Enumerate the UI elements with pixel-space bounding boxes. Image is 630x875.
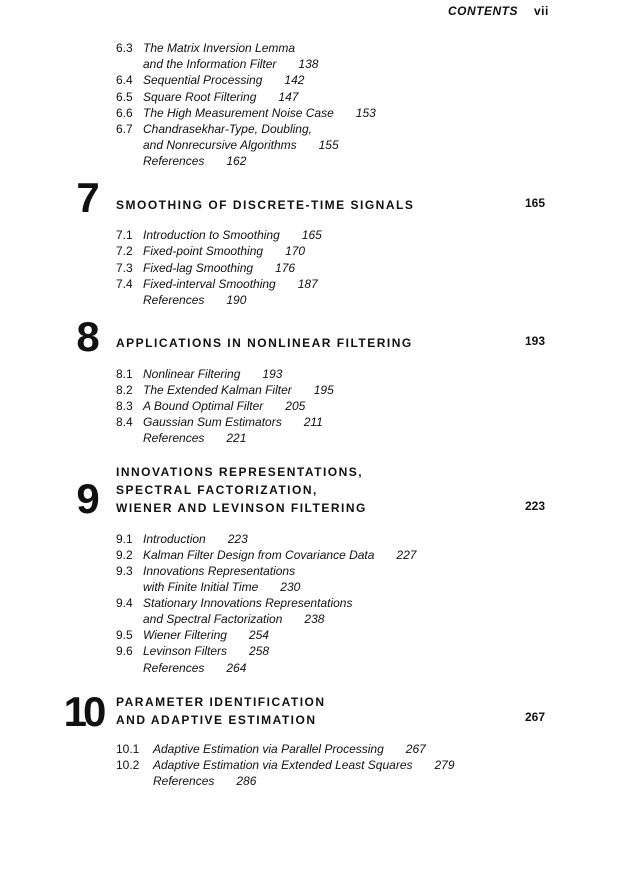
toc-references: References 190 — [143, 293, 247, 307]
toc-entry: 10.1 Adaptive Estimation via Parallel Processing 267 — [116, 742, 426, 756]
toc-entry-cont: with Finite Initial Time 230 — [143, 580, 301, 594]
chapter-title: APPLICATIONS IN NONLINEAR FILTERING — [116, 336, 413, 350]
toc-entry: 7.1 Introduction to Smoothing 165 — [116, 228, 322, 242]
toc-entry: 8.1 Nonlinear Filtering 193 — [116, 367, 283, 381]
chapter-title: SMOOTHING OF DISCRETE-TIME SIGNALS — [116, 198, 415, 212]
running-header-label: CONTENTS — [448, 4, 518, 18]
chapter-page: 193 — [524, 334, 545, 348]
toc-entry: 6.4 Sequential Processing 142 — [116, 73, 305, 87]
toc-entry-cont: and the Information Filter 138 — [143, 57, 319, 71]
toc-references: References 264 — [143, 661, 247, 675]
toc-references: References 162 — [143, 154, 247, 168]
toc-entry: 6.5 Square Root Filtering 147 — [116, 90, 299, 104]
chapter-page: 267 — [524, 710, 545, 724]
chapter-number: 8 — [76, 313, 100, 360]
toc-entry: 8.4 Gaussian Sum Estimators 211 — [116, 415, 323, 429]
toc-entry: 9.3 Innovations Representations — [116, 564, 296, 578]
toc-references: References 221 — [143, 431, 247, 445]
toc-entry: 10.2 Adaptive Estimation via Extended Least Squares 279 — [116, 758, 455, 772]
toc-entry: 8.3 A Bound Optimal Filter 205 — [116, 399, 306, 413]
running-header-page: vii — [534, 4, 549, 18]
toc-entry: 6.3 The Matrix Inversion Lemma — [116, 41, 296, 55]
toc-entry: 7.2 Fixed-point Smoothing 170 — [116, 244, 306, 258]
toc-entry-cont: and Spectral Factorization 238 — [143, 612, 325, 626]
toc-entry: 9.2 Kalman Filter Design from Covariance Data 227 — [116, 548, 417, 562]
chapter-number: 10 — [63, 688, 103, 735]
chapter-number: 7 — [76, 174, 100, 221]
toc-entry-cont: and Nonrecursive Algorithms 155 — [143, 138, 339, 152]
chapter-page: 165 — [524, 196, 545, 210]
toc-entry: 9.6 Levinson Filters 258 — [116, 644, 270, 658]
toc-entry: 6.6 The High Measurement Noise Case 153 — [116, 106, 376, 120]
toc-entry: 9.1 Introduction 223 — [116, 532, 248, 546]
toc-references: References 286 — [153, 774, 257, 788]
toc-entry: 9.4 Stationary Innovations Representations — [116, 596, 353, 610]
toc-entry: 7.4 Fixed-interval Smoothing 187 — [116, 277, 318, 291]
running-header — [448, 4, 549, 18]
toc-entry: 6.7 Chandrasekhar-Type, Doubling, — [116, 122, 312, 136]
toc-entry: 9.5 Wiener Filtering 254 — [116, 628, 269, 642]
chapter-title: PARAMETER IDENTIFICATION AND ADAPTIVE ESTIMATION — [116, 695, 326, 727]
chapter-page: 223 — [524, 499, 545, 513]
toc-entry: 8.2 The Extended Kalman Filter 195 — [116, 383, 334, 397]
toc-entry: 7.3 Fixed-lag Smoothing 176 — [116, 261, 296, 275]
chapter-title: INNOVATIONS REPRESENTATIONS, SPECTRAL FACTORIZATION, WIENER AND LEVINSON FILTERING — [116, 465, 367, 515]
chapter-number: 9 — [76, 475, 100, 522]
